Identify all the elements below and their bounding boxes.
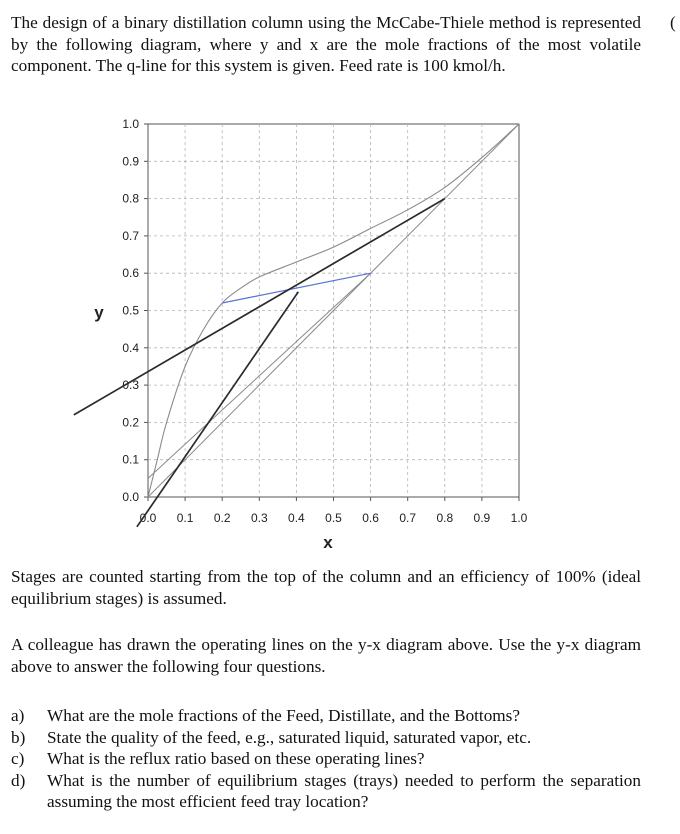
y-tick-labels [122, 117, 148, 504]
x-tick-labels [140, 497, 528, 525]
x-tick-label: 0.1 [176, 511, 194, 525]
y-axis-title: y [94, 303, 104, 322]
question-list [11, 705, 641, 813]
y-tick-label: 0.0 [122, 490, 139, 504]
y-tick-label: 0.9 [122, 154, 139, 169]
y-tick-label: 0.8 [122, 191, 139, 206]
x-tick-label: 0.5 [325, 511, 342, 525]
x-axis-title: x [323, 533, 333, 552]
problem-intro: The design of a binary distillation column using the McCabe-Thiele method is represented by the following diagram, where y and x are the mole fractions of the most volatile component. The q-line for this system is given. Feed rate is 100 kmol/h. [11, 13, 641, 75]
stages-note: Stages are counted starting from the top of the column and an efficiency of 100% (ideal equilibrium stages) is assumed. [11, 567, 641, 608]
y-tick-label: 0.4 [122, 340, 139, 355]
x-tick-label: 0.9 [473, 511, 491, 525]
question-letter: d) [11, 770, 26, 790]
y-tick-label: 0.5 [122, 303, 139, 318]
question-text: What is the number of equilibrium stages (trays) needed to perform the separation assuming the most efficient feed tray location? [47, 770, 641, 811]
x-tick-label: 0.3 [250, 511, 268, 525]
x-tick-label: 0.2 [213, 511, 231, 525]
question-text: State the quality of the feed, e.g., saturated liquid, saturated vapor, etc. [47, 727, 532, 747]
question-letter: c) [11, 749, 25, 768]
stripping-operating-line [137, 292, 298, 527]
question-item [11, 770, 641, 813]
x-tick-label: 0.8 [436, 511, 454, 525]
question-item [11, 705, 641, 727]
cut-off-character: ( [670, 13, 676, 32]
y-tick-label: 1.0 [122, 117, 139, 131]
x-tick-label: 0.4 [288, 511, 305, 525]
y-tick-label: 0.3 [122, 378, 139, 393]
x-tick-label: 1.0 [510, 511, 528, 525]
x-tick-label: 0.0 [139, 511, 157, 525]
x-tick-label: 0.7 [399, 511, 417, 525]
colleague-note: A colleague has drawn the operating lines on the y-x diagram above. Use the y-x diagram above to answer the following four questions. [11, 635, 641, 676]
question-letter: b) [11, 727, 26, 747]
question-item [11, 727, 641, 749]
question-text: What are the mole fractions of the Feed, Distillate, and the Bottoms? [47, 706, 520, 725]
y-tick-label: 0.1 [122, 452, 139, 467]
y-tick-label: 0.6 [122, 266, 139, 281]
question-item [11, 748, 641, 770]
question-text: What is the reflux ratio based on these operating lines? [47, 749, 425, 768]
x-tick-label: 0.6 [362, 511, 379, 525]
y-tick-label: 0.7 [122, 228, 139, 243]
question-letter: a) [11, 706, 25, 725]
y-tick-label: 0.2 [122, 415, 139, 430]
